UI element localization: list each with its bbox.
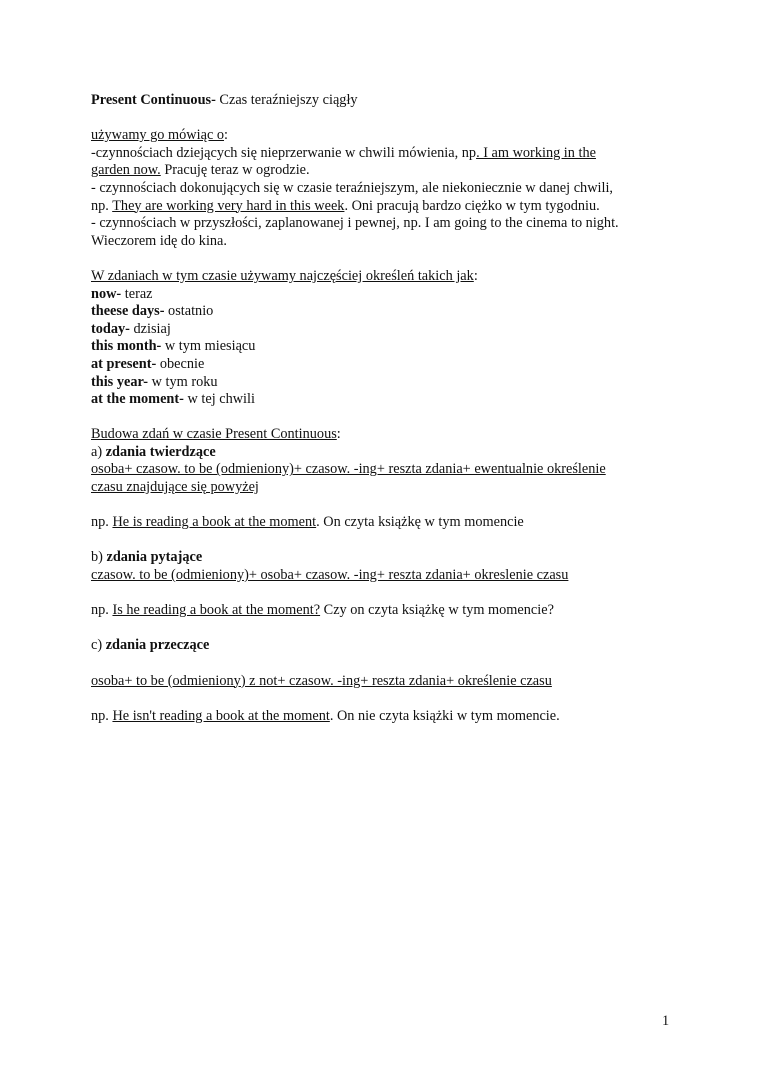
use-item-2-line-1	[91, 180, 671, 198]
use-item-2-text: - czynnościach dokonujących się w czasie teraźniejszym, ale niekoniecznie w danej chwili,	[91, 179, 614, 196]
expression-term: theese days-	[91, 303, 165, 320]
spacer	[91, 532, 671, 550]
use-item-2-prefix: np.	[91, 197, 113, 214]
affirmative-formula-line-1	[91, 461, 671, 479]
affirmative-formula-line-2	[91, 479, 671, 497]
expression-item	[91, 303, 671, 321]
question-letter: b)	[91, 549, 107, 566]
use-item-1-line-1	[91, 145, 671, 163]
use-item-1-example-b: garden now.	[91, 162, 161, 179]
spacer	[91, 497, 671, 515]
use-item-1-text: -czynnościach dziejących się nieprzerwanie w chwili mówienia, np	[91, 144, 477, 161]
spacer	[91, 250, 671, 268]
expression-meaning: ostatnio	[164, 303, 214, 320]
question-label	[91, 549, 671, 567]
use-item-3-translation: Wieczorem idę do kina.	[91, 232, 227, 249]
title-rest: Czas teraźniejszy ciągły	[215, 92, 358, 108]
expression-item	[91, 338, 671, 356]
expression-item	[91, 321, 671, 339]
negative-formula-text: osoba+ to be (odmieniony) z not+ czasow. -ing+ reszta zdania+ określenie czasu	[91, 672, 552, 689]
uses-heading	[91, 127, 671, 145]
question-example-translation: Czy on czyta książkę w tym momencie?	[320, 602, 554, 619]
spacer	[91, 409, 671, 427]
expressions-heading-colon: :	[473, 267, 478, 284]
use-item-3-text: - czynnościach w przyszłości, zaplanowanej i pewnej, np. I am going to the cinema to night.	[91, 215, 619, 232]
affirmative-example-prefix: np.	[91, 514, 113, 531]
structure-heading-colon: :	[336, 426, 341, 443]
use-item-2-translation: . Oni pracują bardzo ciężko w tym tygodniu.	[344, 197, 600, 214]
expression-term: at the moment-	[91, 391, 184, 408]
negative-label	[91, 637, 671, 655]
negative-example-sentence: He isn't reading a book at the moment	[112, 707, 330, 724]
use-item-2-example: They are working very hard in this week	[112, 197, 345, 214]
structure-heading	[91, 426, 671, 444]
negative-label-text: zdania przeczące	[105, 637, 210, 654]
spacer	[91, 690, 671, 708]
expression-term: this month-	[91, 338, 162, 355]
affirmative-formula-a: osoba+ czasow. to be (odmieniony)+ czasow. -ing+ reszta zdania+ ewentualnie określenie	[91, 461, 606, 478]
expression-term: this year-	[91, 373, 149, 390]
page-number: 1	[662, 1013, 670, 1029]
expression-item	[91, 391, 671, 409]
spacer	[91, 655, 671, 673]
use-item-2-line-2	[91, 198, 671, 216]
negative-letter: c)	[91, 637, 106, 654]
question-label-text: zdania pytające	[106, 549, 203, 566]
spacer	[91, 110, 671, 128]
expression-item	[91, 356, 671, 374]
expression-term: now-	[91, 285, 122, 302]
use-item-3-line-1	[91, 215, 671, 233]
expression-meaning: teraz	[121, 285, 153, 302]
use-item-3-line-2	[91, 233, 671, 251]
question-formula	[91, 567, 671, 585]
expression-item	[91, 286, 671, 304]
affirmative-example-translation: . On czyta książkę w tym momencie	[316, 514, 524, 531]
uses-heading-text: używamy go mówiąc o	[91, 127, 225, 144]
expression-meaning: w tym miesiącu	[161, 338, 256, 355]
affirmative-label	[91, 444, 671, 462]
spacer	[91, 585, 671, 603]
question-formula-text: czasow. to be (odmieniony)+ osoba+ czasow. -ing+ reszta zdania+ okreslenie czasu	[91, 567, 569, 584]
structure-heading-text: Budowa zdań w czasie Present Continuous	[91, 426, 337, 443]
expression-term: at present-	[91, 355, 157, 372]
spacer	[91, 620, 671, 638]
expression-meaning: dzisiaj	[129, 320, 171, 337]
affirmative-label-text: zdania twierdzące	[105, 443, 216, 460]
expression-meaning: w tej chwili	[183, 391, 255, 408]
affirmative-letter: a)	[91, 443, 106, 460]
use-item-1-example-a: . I am working in the	[476, 144, 596, 161]
title-bold: Present Continuous-	[91, 92, 216, 108]
question-example	[91, 602, 671, 620]
expression-meaning: obecnie	[156, 355, 205, 372]
affirmative-example-sentence: He is reading a book at the moment	[112, 514, 317, 531]
use-item-1-translation: Pracuję teraz w ogrodzie.	[160, 162, 310, 179]
question-example-prefix: np.	[91, 602, 113, 619]
use-item-1-line-2	[91, 162, 671, 180]
expressions-heading-text: W zdaniach w tym czasie używamy najczęściej określeń takich jak	[91, 267, 474, 284]
expression-item	[91, 374, 671, 392]
expressions-heading	[91, 268, 671, 286]
affirmative-formula-b: czasu znajdujące się powyżej	[91, 479, 259, 496]
negative-example-translation: . On nie czyta książki w tym momencie.	[329, 707, 560, 724]
question-example-sentence: Is he reading a book at the moment?	[112, 602, 321, 619]
document-title	[91, 92, 671, 110]
expression-term: today-	[91, 320, 130, 337]
negative-example-prefix: np.	[91, 707, 113, 724]
affirmative-example	[91, 514, 671, 532]
negative-example	[91, 708, 671, 726]
document-body	[91, 92, 671, 725]
expression-meaning: w tym roku	[148, 373, 218, 390]
uses-heading-colon: :	[224, 127, 228, 144]
negative-formula	[91, 673, 671, 691]
